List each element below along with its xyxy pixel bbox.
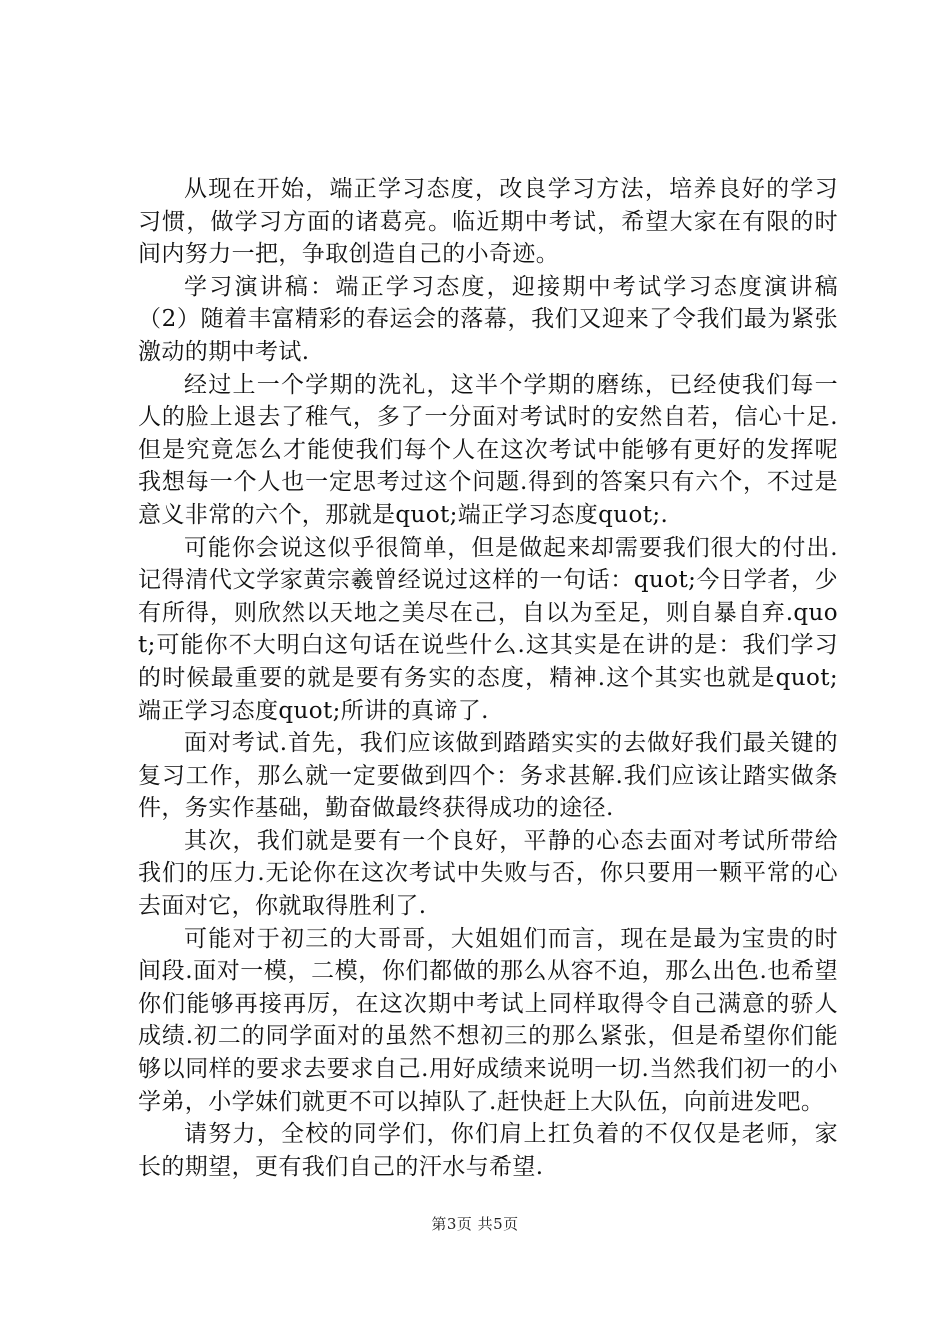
paragraph-8: 请努力，全校的同学们，你们肩上扛负着的不仅仅是老师，家长的期望，更有我们自己的汗水与希望. (138, 1121, 838, 1180)
paragraph-1: 从现在开始，端正学习态度，改良学习方法，培养良好的学习习惯，做学习方面的诸葛亮。临近期中考试，希望大家在有限的时间内努力一把，争取创造自己的小奇迹。 (138, 176, 838, 268)
paragraph-6: 其次，我们就是要有一个良好，平静的心态去面对考试所带给我们的压力.无论你在这次考试中失败与否，你只要用一颗平常的心去面对它，你就取得胜利了. (138, 827, 838, 920)
paragraph-3: 经过上一个学期的洗礼，这半个学期的磨练，已经使我们每一人的脸上退去了稚气，多了一分面对考试时的安然自若，信心十足.但是究竟怎么才能使我们每个人在这次考试中能够有更好的发挥呢我想每一个人也一定思考过这个问题.得到的答案只有六个，不过是意义非常的六个，那就是quot;端正学习态度quot;. (138, 371, 838, 528)
paragraph-2: 学习演讲稿：端正学习态度，迎接期中考试学习态度演讲稿（2）随着丰富精彩的春运会的落幕，我们又迎来了令我们最为紧张激动的期中考试. (138, 273, 838, 365)
paragraph-4: 可能你会说这似乎很简单，但是做起来却需要我们很大的付出.记得清代文学家黄宗羲曾经说过这样的一句话：quot;今日学者，少有所得，则欣然以天地之美尽在己，自以为至足，则自暴自弃.quot;可能你不大明白这句话在说些什么.这其实是在讲的是：我们学习的时候最重要的就是要有务实的态度，精神.这个其实也就是quot;端正学习态度quot;所讲的真谛了. (138, 534, 838, 724)
paragraph-7: 可能对于初三的大哥哥，大姐姐们而言，现在是最为宝贵的时间段.面对一模，二模，你们都做的那么从容不迫，那么出色.也希望你们能够再接再厉，在这次期中考试上同样取得令自己满意的骄人成绩.初二的同学面对的虽然不想初三的那么紧张，但是希望你们能够以同样的要求去要求自己.用好成绩来说明一切.当然我们初一的小学弟，小学妹们就更不可以掉队了.赶快赶上大队伍，向前进发吧。 (138, 925, 838, 1115)
document-body (138, 173, 838, 1183)
paragraph-5: 面对考试.首先，我们应该做到踏踏实实的去做好我们最关键的复习工作，那么就一定要做到四个：务求甚解.我们应该让踏实做条件，务实作基础，勤奋做最终获得成功的途径. (138, 730, 838, 822)
page-number-footer: 第3页 共5页 (431, 1215, 519, 1233)
